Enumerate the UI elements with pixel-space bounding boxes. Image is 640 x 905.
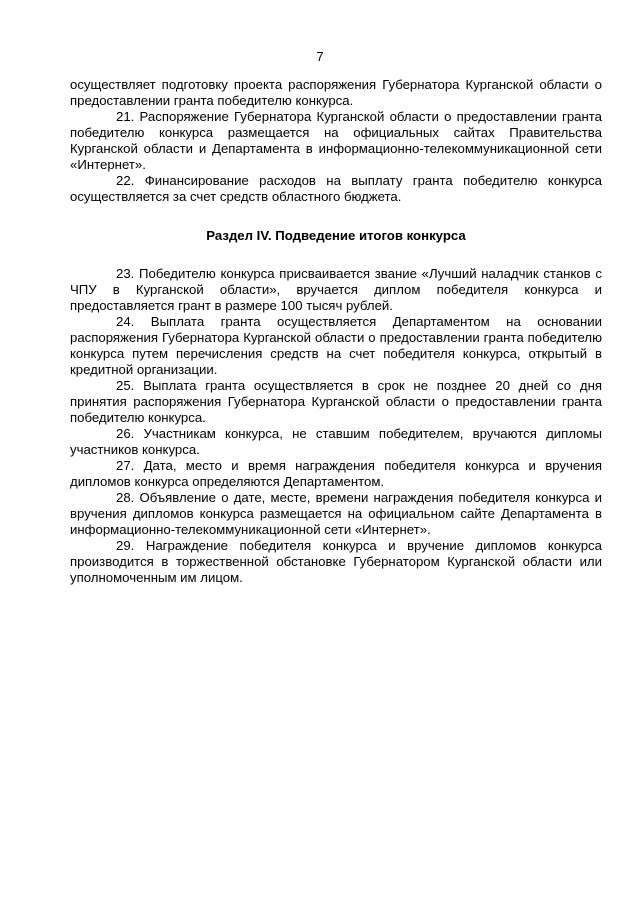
section-heading: Раздел IV. Подведение итогов конкурса (206, 228, 466, 243)
paragraph-25: 25. Выплата гранта осуществляется в срок не позднее 20 дней со дня принятия распоряжения Губернатора Курганской области о предоставлении гранта победителю конкурса. (70, 378, 602, 425)
paragraph-21: 21. Распоряжение Губернатора Курганской области о предоставлении гранта победителю конкурса размещается на официальных сайтах Правительства Курганской области и Департамента в информационно-телекоммуникационной сети «Интернет». (70, 109, 602, 172)
paragraph-20-continuation: осуществляет подготовку проекта распоряжения Губернатора Курганской области о предоставлении гранта победителю конкурса. (70, 77, 602, 108)
paragraph-27: 27. Дата, место и время награждения победителя конкурса и вручения дипломов конкурса определяются Департаментом. (70, 458, 602, 489)
paragraph-23: 23. Победителю конкурса присваивается звание «Лучший наладчик станков с ЧПУ в Курганской области», вручается диплом победителя конкурса и предоставляется грант в размере 100 тысяч рублей. (70, 266, 602, 313)
paragraph-22: 22. Финансирование расходов на выплату гранта победителю конкурса осуществляется за счет средств областного бюджета. (70, 173, 602, 204)
paragraph-29: 29. Награждение победителя конкурса и вручение дипломов конкурса производится в торжественной обстановке Губернатором Курганской области или уполномоченным им лицом. (70, 538, 602, 585)
paragraph-24: 24. Выплата гранта осуществляется Департаментом на основании распоряжения Губернатора Курганской области о предоставлении гранта победителю конкурса путем перечисления средств на счет победителя конкурса, открытый в кредитной организации. (70, 314, 602, 377)
page-number: 7 (316, 49, 324, 64)
paragraph-28: 28. Объявление о дате, месте, времени награждения победителя конкурса и вручения дипломов конкурса размещается на официальном сайте Департамента в информационно-телекоммуникационной сети «Интернет». (70, 490, 602, 537)
paragraph-26: 26. Участникам конкурса, не ставшим победителем, вручаются дипломы участников конкурса. (70, 426, 602, 457)
document-body (70, 77, 602, 586)
